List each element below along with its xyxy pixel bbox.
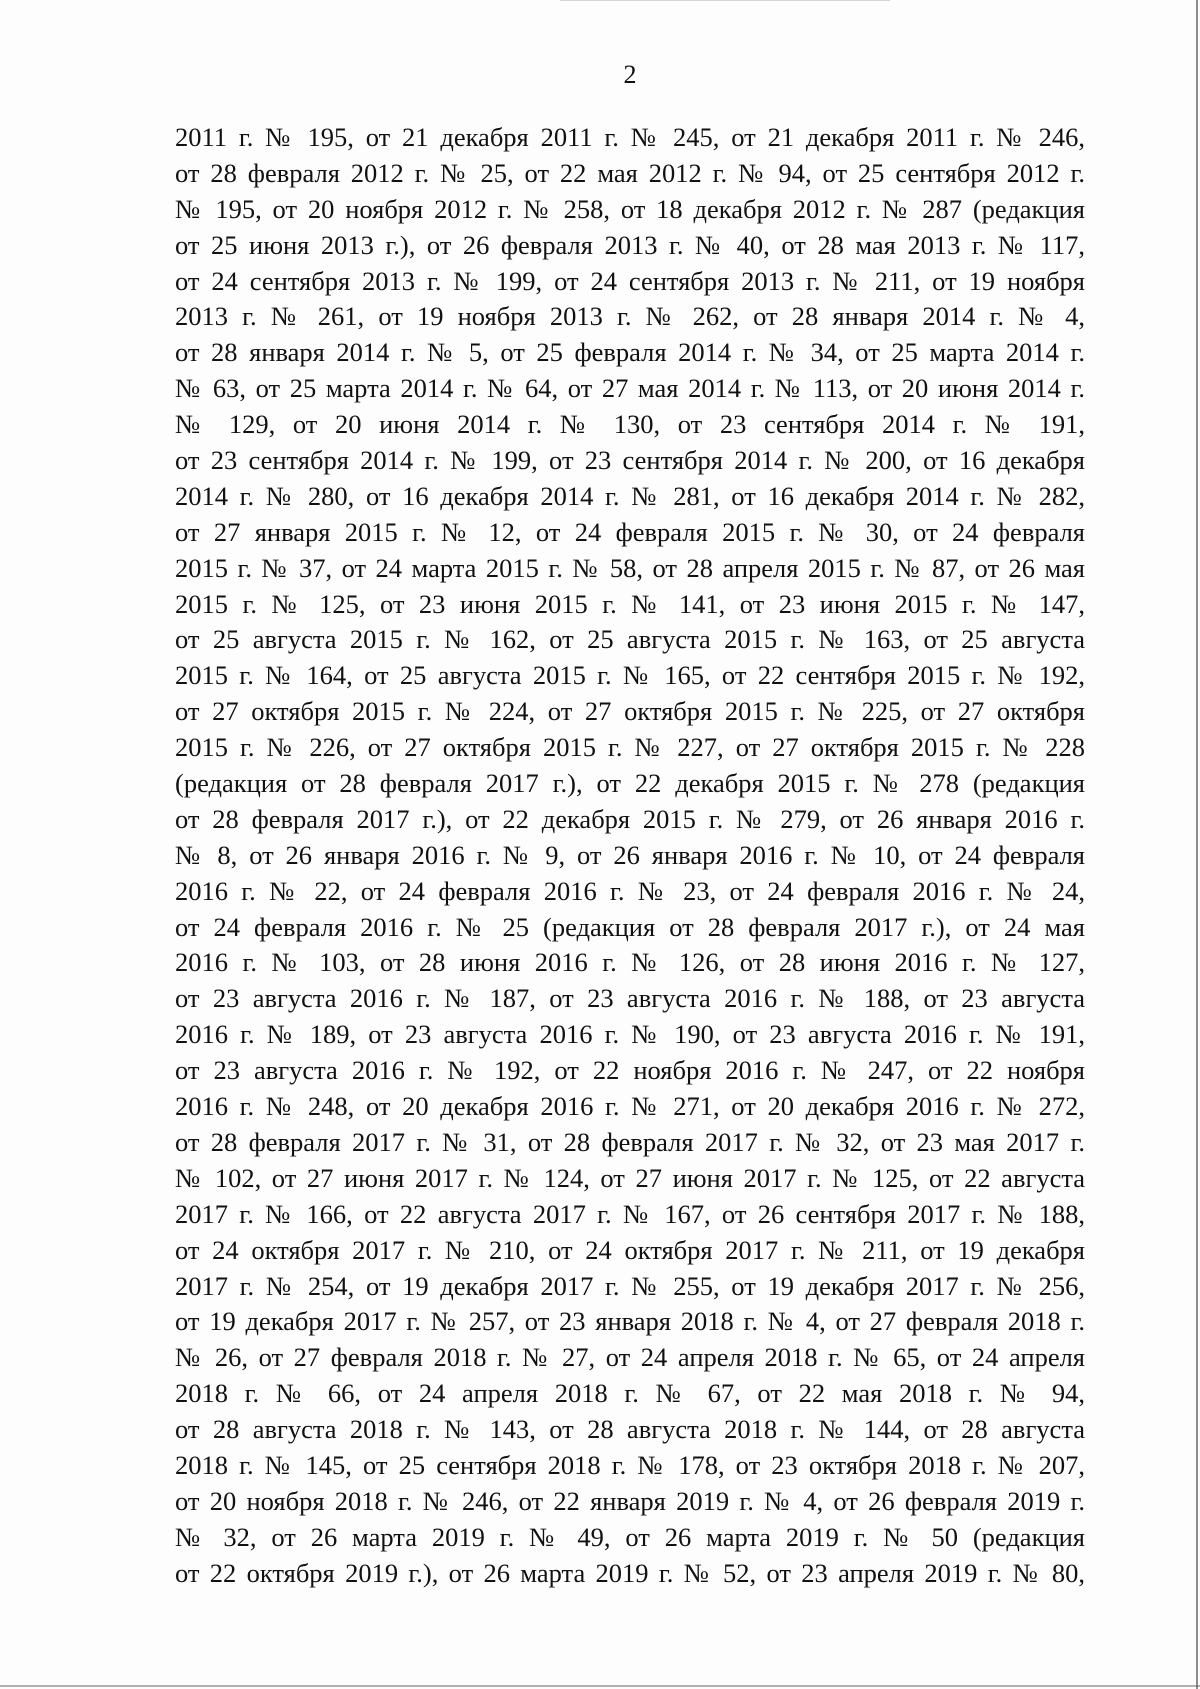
- text-line: от 24 сентября 2013 г. № 199, от 24 сентября 2013 г. № 211, от 19 ноября: [175, 265, 1085, 296]
- text-line: № 32, от 26 марта 2019 г. № 49, от 26 марта 2019 г. № 50 (редакция: [175, 1521, 1085, 1552]
- text-line: от 27 января 2015 г. № 12, от 24 февраля 2015 г. № 30, от 24 февраля: [175, 516, 1085, 547]
- text-line: 2011 г. № 195, от 21 декабря 2011 г. № 245, от 21 декабря 2011 г. № 246,: [175, 122, 1085, 152]
- text-line: от 23 сентября 2014 г. № 199, от 23 сентября 2014 г. № 200, от 16 декабря: [175, 445, 1085, 476]
- text-line: от 25 августа 2015 г. № 162, от 25 августа 2015 г. № 163, от 25 августа: [175, 624, 1085, 655]
- scan-artifact-right: [1196, 0, 1198, 1689]
- scan-artifact-top: [560, 0, 890, 1]
- text-line: от 24 февраля 2016 г. № 25 (редакция от 28 февраля 2017 г.), от 24 мая: [175, 911, 1085, 942]
- text-line: № 102, от 27 июня 2017 г. № 124, от 27 июня 2017 г. № 125, от 22 августа: [175, 1162, 1085, 1193]
- text-line: 2015 г. № 125, от 23 июня 2015 г. № 141, от 23 июня 2015 г. № 147,: [175, 588, 1085, 619]
- text-line: № 129, от 20 июня 2014 г. № 130, от 23 сентября 2014 г. № 191,: [175, 409, 1085, 440]
- text-line: 2015 г. № 164, от 25 августа 2015 г. № 165, от 22 сентября 2015 г. № 192,: [175, 660, 1085, 691]
- text-line: (редакция от 28 февраля 2017 г.), от 22 декабря 2015 г. № 278 (редакция: [175, 768, 1085, 799]
- text-line: от 25 июня 2013 г.), от 26 февраля 2013 г. № 40, от 28 мая 2013 г. № 117,: [175, 229, 1085, 260]
- text-line: № 195, от 20 ноября 2012 г. № 258, от 18 декабря 2012 г. № 287 (редакция: [175, 193, 1085, 224]
- text-line: 2016 г. № 103, от 28 июня 2016 г. № 126, от 28 июня 2016 г. № 127,: [175, 947, 1085, 978]
- text-line: 2013 г. № 261, от 19 ноября 2013 г. № 262, от 28 января 2014 г. № 4,: [175, 301, 1085, 332]
- text-line: 2015 г. № 37, от 24 марта 2015 г. № 58, от 28 апреля 2015 г. № 87, от 26 мая: [175, 552, 1085, 583]
- body-text: [175, 120, 1085, 1592]
- text-line: от 28 февраля 2017 г.), от 22 декабря 2015 г. № 279, от 26 января 2016 г.: [175, 803, 1085, 834]
- page-number: 2: [623, 60, 637, 89]
- text-line: № 26, от 27 февраля 2018 г. № 27, от 24 апреля 2018 г. № 65, от 24 апреля: [175, 1342, 1085, 1373]
- text-line: от 28 февраля 2017 г. № 31, от 28 февраля 2017 г. № 32, от 23 мая 2017 г.: [175, 1126, 1085, 1157]
- text-line: 2016 г. № 248, от 20 декабря 2016 г. № 271, от 20 декабря 2016 г. № 272,: [175, 1091, 1085, 1122]
- text-line: 2018 г. № 145, от 25 сентября 2018 г. № 178, от 23 октября 2018 г. № 207,: [175, 1449, 1085, 1480]
- text-line: от 23 августа 2016 г. № 192, от 22 ноября 2016 г. № 247, от 22 ноября: [175, 1055, 1085, 1086]
- text-line: от 28 января 2014 г. № 5, от 25 февраля 2014 г. № 34, от 25 марта 2014 г.: [175, 337, 1085, 368]
- text-line: от 28 августа 2018 г. № 143, от 28 августа 2018 г. № 144, от 28 августа: [175, 1414, 1085, 1445]
- scan-artifact-bottom: [0, 1685, 1200, 1687]
- text-line: от 28 февраля 2012 г. № 25, от 22 мая 2012 г. № 94, от 25 сентября 2012 г.: [175, 157, 1085, 188]
- text-line: 2017 г. № 254, от 19 декабря 2017 г. № 255, от 19 декабря 2017 г. № 256,: [175, 1270, 1085, 1301]
- text-line: 2017 г. № 166, от 22 августа 2017 г. № 167, от 26 сентября 2017 г. № 188,: [175, 1198, 1085, 1229]
- text-line: 2015 г. № 226, от 27 октября 2015 г. № 227, от 27 октября 2015 г. № 228: [175, 732, 1085, 763]
- text-line: от 19 декабря 2017 г. № 257, от 23 января 2018 г. № 4, от 27 февраля 2018 г.: [175, 1306, 1085, 1337]
- text-line: от 27 октября 2015 г. № 224, от 27 октября 2015 г. № 225, от 27 октября: [175, 696, 1085, 727]
- text-line: № 63, от 25 марта 2014 г. № 64, от 27 мая 2014 г. № 113, от 20 июня 2014 г.: [175, 373, 1085, 404]
- text-line: от 23 августа 2016 г. № 187, от 23 августа 2016 г. № 188, от 23 августа: [175, 983, 1085, 1014]
- text-line: 2016 г. № 189, от 23 августа 2016 г. № 190, от 23 августа 2016 г. № 191,: [175, 1019, 1085, 1050]
- text-line: от 24 октября 2017 г. № 210, от 24 октября 2017 г. № 211, от 19 декабря: [175, 1234, 1085, 1265]
- text-line: № 8, от 26 января 2016 г. № 9, от 26 января 2016 г. № 10, от 24 февраля: [175, 839, 1085, 870]
- text-line: 2016 г. № 22, от 24 февраля 2016 г. № 23, от 24 февраля 2016 г. № 24,: [175, 875, 1085, 906]
- text-line: 2014 г. № 280, от 16 декабря 2014 г. № 281, от 16 декабря 2014 г. № 282,: [175, 480, 1085, 511]
- text-line: от 20 ноября 2018 г. № 246, от 22 января 2019 г. № 4, от 26 февраля 2019 г.: [175, 1485, 1085, 1516]
- text-line: от 22 октября 2019 г.), от 26 марта 2019 г. № 52, от 23 апреля 2019 г. № 80,: [175, 1557, 1085, 1588]
- text-line: 2018 г. № 66, от 24 апреля 2018 г. № 67, от 22 мая 2018 г. № 94,: [175, 1378, 1085, 1409]
